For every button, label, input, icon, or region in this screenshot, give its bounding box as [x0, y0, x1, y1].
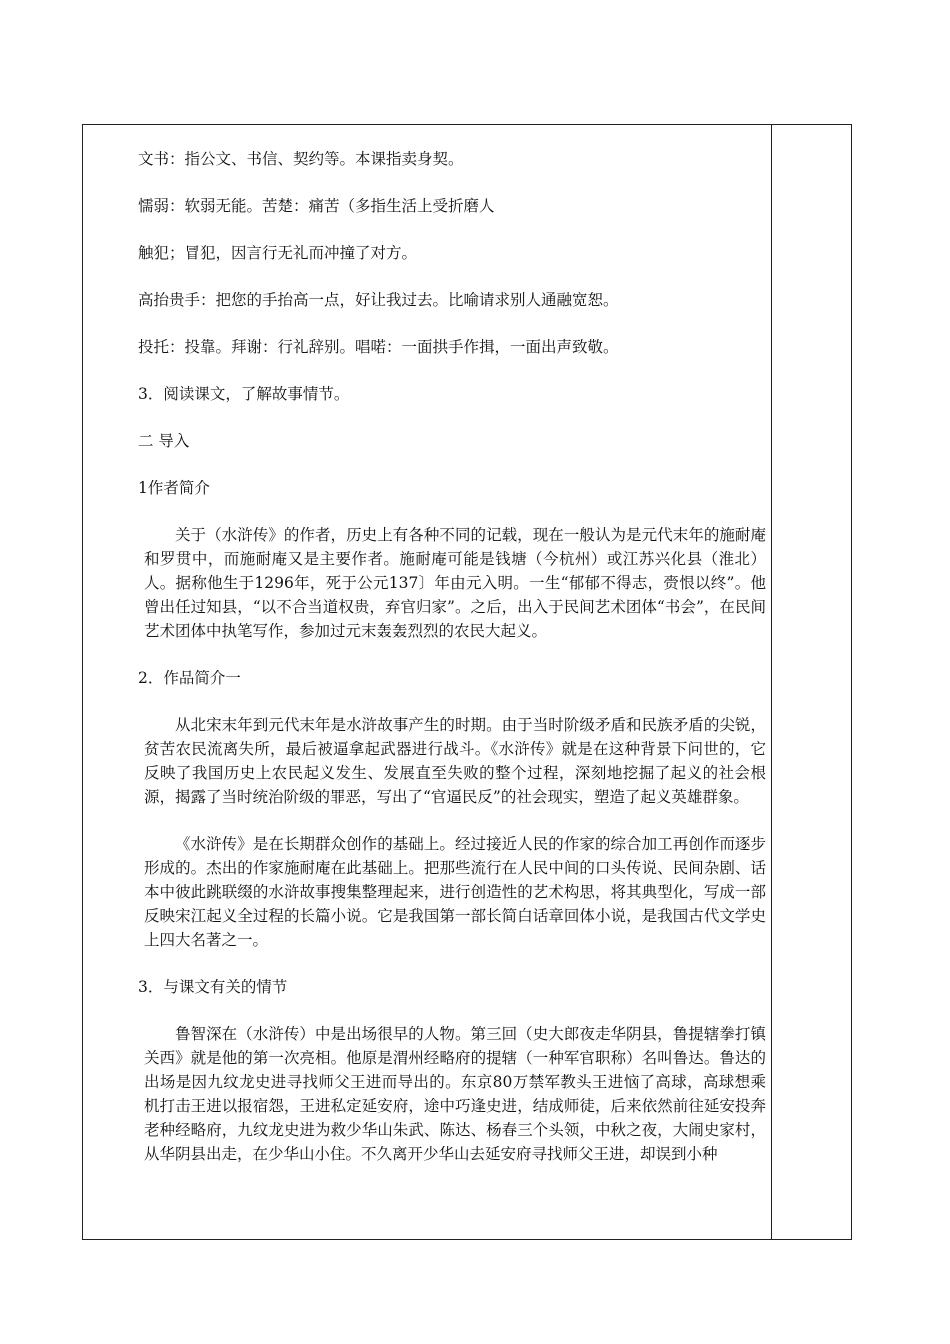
heading-author: 1作者简介: [138, 479, 210, 497]
step-read-text: 3．阅读课文，了解故事情节。: [138, 385, 350, 403]
vocab-chufan: 触犯；冒犯，因言行无礼而冲撞了对方。: [138, 244, 418, 262]
main-cell: [138, 147, 766, 1166]
paragraph-work-1: 从北宋末年到元代末年是水浒故事产生的时期。由于当时阶级矛盾和民族矛盾的尖锐，贫苦农民流离失所，最后被逼拿起武器进行战斗。《水浒传》就是在这种背景下问世的，它反映了我国历史上农民起义发生、发展直至失败的整个过程，深刻地挖掘了起义的社会根源，揭露了当时统治阶级的罪恶，写出了“官逼民反”的社会现实，塑造了起义英雄群象。: [144, 716, 766, 806]
paragraph-work-2: 《水浒传》是在长期群众创作的基础上。经过接近人民的作家的综合加工再创作而逐步形成的。杰出的作家施耐庵在此基础上。把那些流行在人民中间的口头传说、民间杂剧、话本中彼此跳联缀的水浒故事搜集整理起来，进行创造性的艺术构思，将其典型化，写成一部反映宋江起义全过程的长篇小说。它是我国第一部长简白话章回体小说，是我国古代文学史上四大名著之一。: [144, 835, 766, 949]
heading-plot: 3．与课文有关的情节: [138, 978, 288, 996]
vocab-wenshu: 文书：指公文、书信、契约等。本课指卖身契。: [138, 150, 464, 168]
vocab-gaotai: 高抬贵手：把您的手抬高一点，好让我过去。比喻请求别人通融宽恕。: [138, 291, 619, 309]
column-divider: [771, 125, 772, 1239]
paragraph-author: 关于（水浒传》的作者，历史上有各种不同的记载，现在一般认为是元代末年的施耐庵和罗贯中，而施耐庵又是主要作者。施耐庵可能是钱塘（今杭州）或江苏兴化县（淮北）人。据称他生于1296年，死于公元137〕年由元入明。一生“郁郁不得志，赍恨以终”。他曾出任过知县，“以不合当道权贵，弃官归家”。之后，出入于民间艺术团体“书会”，在民间艺术团体中执笔写作，参加过元末轰轰烈烈的农民大起义。: [144, 526, 766, 640]
heading-work: 2．作品简介一: [138, 669, 241, 687]
lesson-table: [82, 124, 852, 1240]
section-title: 二 导入: [138, 432, 190, 450]
vocab-touto: 投托：投靠。拜谢：行礼辞别。唱喏：一面拱手作揖，一面出声致敬。: [138, 338, 619, 356]
vocab-nuoruo: 懦弱：软弱无能。苦楚：痛苦（多指生活上受折磨人: [138, 197, 495, 215]
paragraph-plot: 鲁智深在（水浒传）中是出场很早的人物。第三回（史大郎夜走华阴县，鲁提辖拳打镇关西》就是他的第一次亮相。他原是渭州经略府的提辖（一种军官职称）名叫鲁达。鲁达的出场是因九纹龙史进寻找师父王进而导出的。东京80万禁军教头王进恼了高球，高球想乘机打击王进以报宿怨，王进私定延安府，途中巧逢史进，结成师徒，后来依然前往延安投奔老种经略府，九纹龙史进为救少华山朱武、陈达、杨春三个头领，中秋之夜，大闹史家村，从华阴县出走，在少华山小住。不久离开少华山去延安府寻找师父王进，却误到小种: [144, 1025, 766, 1163]
